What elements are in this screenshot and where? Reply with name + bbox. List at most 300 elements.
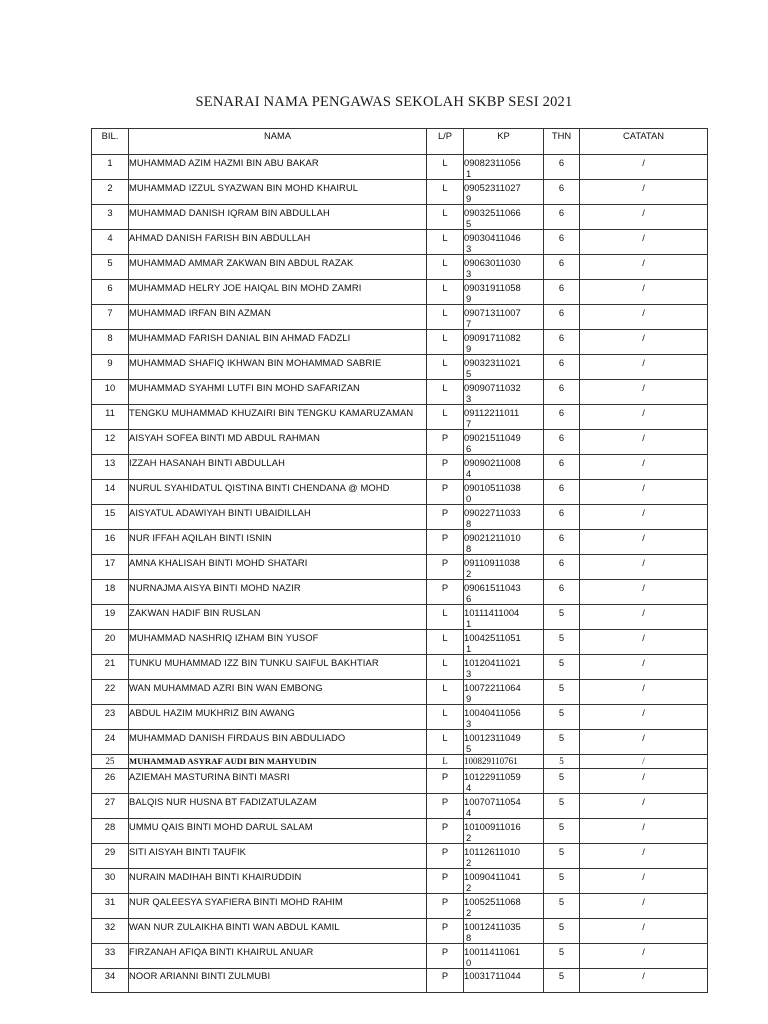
row-number: 32 (92, 919, 129, 944)
table-row (92, 755, 708, 769)
table-row (92, 305, 708, 330)
student-name: ZAKWAN HADIF BIN RUSLAN (129, 605, 427, 630)
row-number: 24 (92, 730, 129, 755)
gender-code: L (427, 280, 464, 305)
year-level: 6 (544, 580, 580, 605)
year-level: 6 (544, 455, 580, 480)
ic-number-line1: 09030411046 (464, 232, 521, 243)
gender-code: L (427, 705, 464, 730)
row-number: 11 (92, 405, 129, 430)
row-number: 28 (92, 819, 129, 844)
ic-number-line1: 09090711032 (464, 382, 521, 393)
table-row (92, 455, 708, 480)
year-level: 5 (544, 844, 580, 869)
year-level: 5 (544, 969, 580, 993)
row-number: 7 (92, 305, 129, 330)
year-level: 5 (544, 769, 580, 794)
table-row (92, 180, 708, 205)
table-row (92, 580, 708, 605)
student-name: MUHAMMAD IRFAN BIN AZMAN (129, 305, 427, 330)
remark-mark: / (580, 630, 708, 655)
ic-number (464, 330, 544, 355)
remark-mark: / (580, 380, 708, 405)
gender-code: P (427, 530, 464, 555)
year-level: 5 (544, 730, 580, 755)
remark-mark: / (580, 155, 708, 180)
ic-number-line2: 9 (466, 343, 472, 354)
student-name: UMMU QAIS BINTI MOHD DARUL SALAM (129, 819, 427, 844)
ic-number-line1: 09010511038 (464, 482, 521, 493)
ic-number-line1: 10111411004 (464, 607, 520, 618)
gender-code: L (427, 630, 464, 655)
student-name: TENGKU MUHAMMAD KHUZAIRI BIN TENGKU KAMARUZAMAN (129, 405, 427, 430)
ic-number-line1: 10122911059 (464, 771, 521, 782)
ic-number-line2: 0 (466, 957, 472, 968)
gender-code: L (427, 605, 464, 630)
ic-number-line2: 7 (466, 418, 472, 429)
remark-mark: / (580, 819, 708, 844)
ic-number (464, 555, 544, 580)
table-row (92, 230, 708, 255)
ic-number-line2: 5 (466, 743, 472, 754)
ic-number-line2: 1 (466, 643, 472, 654)
gender-code: L (427, 655, 464, 680)
row-number: 21 (92, 655, 129, 680)
student-name: NUR QALEESYA SYAFIERA BINTI MOHD RAHIM (129, 894, 427, 919)
table-body (92, 155, 708, 993)
remark-mark: / (580, 505, 708, 530)
year-level: 5 (544, 919, 580, 944)
table-row (92, 505, 708, 530)
ic-number (464, 819, 544, 844)
ic-number-line2: 9 (466, 693, 472, 704)
row-number: 12 (92, 430, 129, 455)
gender-code: P (427, 969, 464, 993)
table-row (92, 430, 708, 455)
year-level: 6 (544, 380, 580, 405)
ic-number-line1: 09112211011 (464, 407, 520, 418)
ic-number (464, 794, 544, 819)
remark-mark: / (580, 869, 708, 894)
remark-mark: / (580, 605, 708, 630)
ic-number-line2: 2 (466, 882, 472, 893)
table-row (92, 969, 708, 993)
table-row (92, 155, 708, 180)
year-level: 5 (544, 630, 580, 655)
student-name: BALQIS NUR HUSNA BT FADIZATULAZAM (129, 794, 427, 819)
ic-number (464, 430, 544, 455)
table-row (92, 530, 708, 555)
gender-code: P (427, 455, 464, 480)
ic-number-line2: 3 (466, 393, 472, 404)
table-row (92, 794, 708, 819)
ic-number-line2: 2 (466, 568, 472, 579)
row-number: 19 (92, 605, 129, 630)
ic-number (464, 455, 544, 480)
row-number: 3 (92, 205, 129, 230)
header-kp: KP (464, 129, 544, 155)
ic-number-line1: 09091711082 (464, 332, 521, 343)
ic-number-line2: 2 (466, 857, 472, 868)
student-name: MUHAMMAD DANISH FIRDAUS BIN ABDULIADO (129, 730, 427, 755)
ic-number (464, 655, 544, 680)
year-level: 6 (544, 305, 580, 330)
remark-mark: / (580, 705, 708, 730)
table-row (92, 769, 708, 794)
ic-number-line2: 2 (466, 907, 472, 918)
year-level: 5 (544, 819, 580, 844)
remark-mark: / (580, 280, 708, 305)
student-name: AMNA KHALISAH BINTI MOHD SHATARI (129, 555, 427, 580)
gender-code: L (427, 205, 464, 230)
table-row (92, 380, 708, 405)
student-name: SITI AISYAH BINTI TAUFIK (129, 844, 427, 869)
ic-number-line1: 09021511049 (464, 432, 521, 443)
student-name: NOOR ARIANNI BINTI ZULMUBI (129, 969, 427, 993)
ic-number-line2: 6 (466, 443, 472, 454)
table-row (92, 355, 708, 380)
table-row (92, 405, 708, 430)
ic-number (464, 305, 544, 330)
ic-number-line2: 7 (466, 318, 472, 329)
row-number: 9 (92, 355, 129, 380)
ic-number-line2: 3 (466, 668, 472, 679)
ic-number (464, 630, 544, 655)
ic-number-line1: 10040411056 (464, 707, 521, 718)
ic-number-line1: 10100911016 (464, 821, 521, 832)
ic-number (464, 680, 544, 705)
row-number: 13 (92, 455, 129, 480)
remark-mark: / (580, 944, 708, 969)
remark-mark: / (580, 680, 708, 705)
remark-mark: / (580, 730, 708, 755)
year-level: 5 (544, 944, 580, 969)
row-number: 8 (92, 330, 129, 355)
year-level: 6 (544, 230, 580, 255)
ic-number-line2: 8 (466, 932, 472, 943)
ic-number (464, 205, 544, 230)
remark-mark: / (580, 794, 708, 819)
student-name: MUHAMMAD ASYRAF AUDI BIN MAHYUDIN (129, 755, 427, 769)
gender-code: L (427, 255, 464, 280)
table-row (92, 630, 708, 655)
gender-code: L (427, 405, 464, 430)
ic-number-line2: 2 (466, 832, 472, 843)
year-level: 6 (544, 530, 580, 555)
remark-mark: / (580, 230, 708, 255)
student-name: MUHAMMAD SHAFIQ IKHWAN BIN MOHAMMAD SABRIE (129, 355, 427, 380)
remark-mark: / (580, 969, 708, 993)
row-number: 10 (92, 380, 129, 405)
year-level: 6 (544, 180, 580, 205)
remark-mark: / (580, 355, 708, 380)
ic-number (464, 705, 544, 730)
ic-number-line1: 10042511051 (464, 632, 521, 643)
year-level: 5 (544, 869, 580, 894)
remark-mark: / (580, 580, 708, 605)
year-level: 5 (544, 655, 580, 680)
table-row (92, 844, 708, 869)
row-number: 5 (92, 255, 129, 280)
gender-code: L (427, 730, 464, 755)
gender-code: P (427, 505, 464, 530)
header-lp: L/P (427, 129, 464, 155)
row-number: 16 (92, 530, 129, 555)
ic-number-line1: 10012411035 (464, 921, 521, 932)
ic-number (464, 530, 544, 555)
ic-number (464, 969, 544, 993)
gender-code: L (427, 330, 464, 355)
ic-number (464, 255, 544, 280)
student-name: FIRZANAH AFIQA BINTI KHAIRUL ANUAR (129, 944, 427, 969)
ic-number-line1: 09021211010 (464, 532, 521, 543)
ic-number-line1: 09022711033 (464, 507, 521, 518)
year-level: 6 (544, 155, 580, 180)
header-catatan: CATATAN (580, 129, 708, 155)
ic-number (464, 155, 544, 180)
header-nama: NAMA (129, 129, 427, 155)
remark-mark: / (580, 455, 708, 480)
ic-number-line1: 09090211008 (464, 457, 521, 468)
gender-code: L (427, 230, 464, 255)
remark-mark: / (580, 844, 708, 869)
year-level: 5 (544, 794, 580, 819)
remark-mark: / (580, 555, 708, 580)
document-title: SENARAI NAMA PENGAWAS SEKOLAH SKBP SESI 2021 (195, 94, 573, 110)
ic-number (464, 730, 544, 755)
gender-code: P (427, 944, 464, 969)
gender-code: L (427, 180, 464, 205)
remark-mark: / (580, 894, 708, 919)
table-row (92, 480, 708, 505)
year-level: 6 (544, 205, 580, 230)
student-name: ABDUL HAZIM MUKHRIZ BIN AWANG (129, 705, 427, 730)
row-number: 6 (92, 280, 129, 305)
row-number: 18 (92, 580, 129, 605)
ic-number-line1: 10120411021 (464, 657, 521, 668)
gender-code: P (427, 769, 464, 794)
remark-mark: / (580, 205, 708, 230)
ic-number (464, 919, 544, 944)
ic-number-line2: 9 (466, 293, 472, 304)
table-row (92, 944, 708, 969)
table-row (92, 555, 708, 580)
ic-number-line2: 5 (466, 368, 472, 379)
row-number: 4 (92, 230, 129, 255)
row-number: 27 (92, 794, 129, 819)
gender-code: L (427, 680, 464, 705)
ic-number-line1: 09032511066 (464, 207, 521, 218)
table-row (92, 730, 708, 755)
gender-code: P (427, 819, 464, 844)
gender-code: P (427, 430, 464, 455)
ic-number (464, 380, 544, 405)
row-number: 33 (92, 944, 129, 969)
ic-number (464, 894, 544, 919)
gender-code: L (427, 305, 464, 330)
ic-number (464, 769, 544, 794)
ic-number-line1: 09052311027 (464, 182, 521, 193)
student-name: MUHAMMAD SYAHMI LUTFI BIN MOHD SAFARIZAN (129, 380, 427, 405)
ic-number-line1: 10072211064 (464, 682, 521, 693)
header-bil: BIL. (92, 129, 129, 155)
remark-mark: / (580, 530, 708, 555)
ic-number-line1: 09063011030 (464, 257, 521, 268)
row-number: 17 (92, 555, 129, 580)
ic-number-line2: 0 (466, 493, 472, 504)
remark-mark: / (580, 430, 708, 455)
ic-number-line2: 4 (466, 807, 472, 818)
year-level: 5 (544, 705, 580, 730)
student-name: NUR IFFAH AQILAH BINTI ISNIN (129, 530, 427, 555)
ic-number (464, 405, 544, 430)
ic-number (464, 355, 544, 380)
ic-number-line1: 10090411041 (464, 871, 521, 882)
year-level: 6 (544, 405, 580, 430)
table-row (92, 655, 708, 680)
table-row (92, 330, 708, 355)
ic-number-line2: 8 (466, 518, 472, 529)
ic-number-line2: 9 (466, 193, 472, 204)
year-level: 6 (544, 330, 580, 355)
student-name: IZZAH HASANAH BINTI ABDULLAH (129, 455, 427, 480)
row-number: 29 (92, 844, 129, 869)
table-row (92, 894, 708, 919)
ic-number (464, 230, 544, 255)
ic-number-line2: 8 (466, 543, 472, 554)
remark-mark: / (580, 330, 708, 355)
gender-code: P (427, 919, 464, 944)
ic-number-line1: 09082311056 (464, 157, 521, 168)
table-row (92, 280, 708, 305)
gender-code: P (427, 794, 464, 819)
ic-number-line1: 09061511043 (464, 582, 521, 593)
student-name: AISYAH SOFEA BINTI MD ABDUL RAHMAN (129, 430, 427, 455)
row-number: 1 (92, 155, 129, 180)
student-name: MUHAMMAD AZIM HAZMI BIN ABU BAKAR (129, 155, 427, 180)
ic-number-line2: 4 (466, 468, 472, 479)
row-number: 25 (92, 755, 129, 769)
year-level: 6 (544, 480, 580, 505)
ic-number-line1: 10052511068 (464, 896, 521, 907)
ic-number-line2: 4 (466, 782, 472, 793)
ic-number (464, 869, 544, 894)
prefect-list-table (91, 128, 708, 993)
student-name: NURAIN MADIHAH BINTI KHAIRUDDIN (129, 869, 427, 894)
ic-number (464, 755, 544, 769)
table-row (92, 869, 708, 894)
student-name: MUHAMMAD AMMAR ZAKWAN BIN ABDUL RAZAK (129, 255, 427, 280)
row-number: 31 (92, 894, 129, 919)
year-level: 5 (544, 605, 580, 630)
ic-number (464, 580, 544, 605)
row-number: 26 (92, 769, 129, 794)
ic-number-line1: 09071311007 (464, 307, 521, 318)
table-row (92, 705, 708, 730)
row-number: 2 (92, 180, 129, 205)
remark-mark: / (580, 480, 708, 505)
gender-code: P (427, 869, 464, 894)
year-level: 6 (544, 430, 580, 455)
gender-code: P (427, 480, 464, 505)
ic-number (464, 180, 544, 205)
remark-mark: / (580, 405, 708, 430)
gender-code: P (427, 555, 464, 580)
table-header-row (92, 129, 708, 155)
ic-number-line2: 1 (466, 618, 472, 629)
student-name: MUHAMMAD NASHRIQ IZHAM BIN YUSOF (129, 630, 427, 655)
ic-number-line1: 10011411061 (464, 946, 520, 957)
ic-number-line2: 3 (466, 718, 472, 729)
table-row (92, 605, 708, 630)
student-name: MUHAMMAD HELRY JOE HAIQAL BIN MOHD ZAMRI (129, 280, 427, 305)
table-row (92, 919, 708, 944)
remark-mark: / (580, 305, 708, 330)
gender-code: L (427, 380, 464, 405)
ic-number (464, 844, 544, 869)
remark-mark: / (580, 755, 708, 769)
gender-code: L (427, 355, 464, 380)
row-number: 14 (92, 480, 129, 505)
year-level: 5 (544, 755, 580, 769)
student-name: WAN NUR ZULAIKHA BINTI WAN ABDUL KAMIL (129, 919, 427, 944)
student-name: MUHAMMAD FARISH DANIAL BIN AHMAD FADZLI (129, 330, 427, 355)
header-thn: THN (544, 129, 580, 155)
ic-number-line2: 3 (466, 243, 472, 254)
ic-number (464, 480, 544, 505)
row-number: 34 (92, 969, 129, 993)
ic-number-line1: 09110911038 (464, 557, 520, 568)
student-name: AZIEMAH MASTURINA BINTI MASRI (129, 769, 427, 794)
ic-number (464, 605, 544, 630)
remark-mark: / (580, 255, 708, 280)
year-level: 5 (544, 680, 580, 705)
ic-number-line1: 10112611010 (464, 846, 520, 857)
row-number: 22 (92, 680, 129, 705)
remark-mark: / (580, 180, 708, 205)
ic-number-line1: 100829110761 (464, 756, 518, 766)
ic-number-line1: 09032311021 (464, 357, 521, 368)
ic-number-line2: 6 (466, 593, 472, 604)
year-level: 6 (544, 555, 580, 580)
ic-number (464, 944, 544, 969)
year-level: 6 (544, 355, 580, 380)
table-row (92, 255, 708, 280)
row-number: 15 (92, 505, 129, 530)
remark-mark: / (580, 655, 708, 680)
gender-code: P (427, 894, 464, 919)
table-row (92, 680, 708, 705)
ic-number-line1: 10012311049 (464, 732, 521, 743)
ic-number-line1: 10070711054 (464, 796, 521, 807)
gender-code: L (427, 755, 464, 769)
student-name: AISYATUL ADAWIYAH BINTI UBAIDILLAH (129, 505, 427, 530)
year-level: 6 (544, 505, 580, 530)
table-row (92, 205, 708, 230)
ic-number-line1: 10031711044 (464, 970, 521, 981)
year-level: 5 (544, 894, 580, 919)
remark-mark: / (580, 919, 708, 944)
row-number: 23 (92, 705, 129, 730)
student-name: MUHAMMAD DANISH IQRAM BIN ABDULLAH (129, 205, 427, 230)
year-level: 6 (544, 255, 580, 280)
row-number: 30 (92, 869, 129, 894)
student-name: NURUL SYAHIDATUL QISTINA BINTI CHENDANA @ MOHD (129, 480, 427, 505)
student-name: MUHAMMAD IZZUL SYAZWAN BIN MOHD KHAIRUL (129, 180, 427, 205)
student-name: TUNKU MUHAMMAD IZZ BIN TUNKU SAIFUL BAKHTIAR (129, 655, 427, 680)
remark-mark: / (580, 769, 708, 794)
ic-number-line2: 1 (466, 168, 472, 179)
